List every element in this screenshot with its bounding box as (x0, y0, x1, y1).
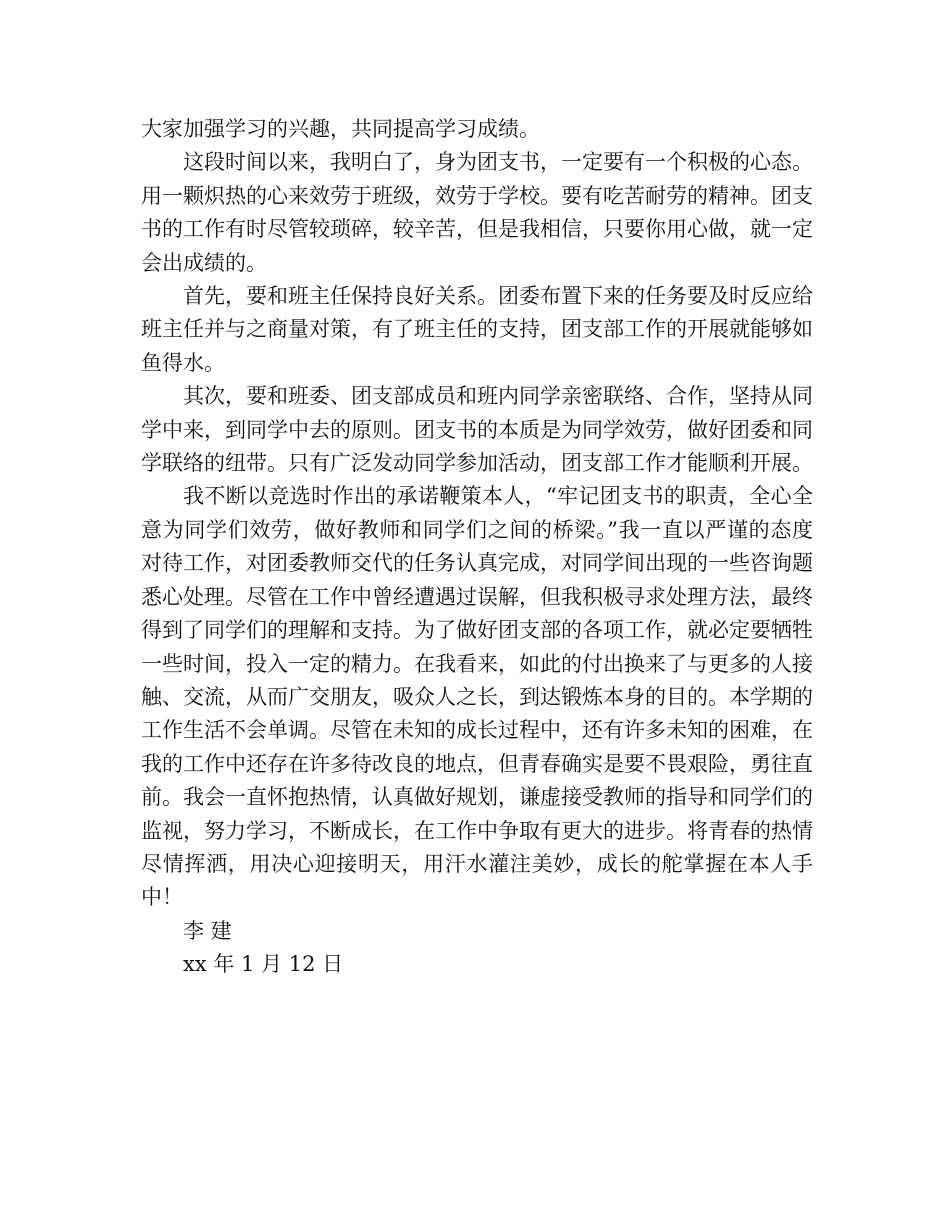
signature-name: 李 建 (183, 918, 232, 943)
signature-date: xx 年 1 月 12 日 (183, 952, 344, 977)
document-page (141, 113, 813, 982)
paragraph-head-teacher: 首先，要和班主任保持良好关系。团委布置下来的任务要及时反应给班主任并与之商量对策，有了班主任的支持，团支部工作的开展就能够如鱼得水。 (141, 284, 813, 375)
paragraph-attitude: 这段时间以来，我明白了，身为团支书，一定要有一个积极的心态。用一颗炽热的心来效劳于班级，效劳于学校。要有吃苦耐劳的精神。团支书的工作有时尽管较琐碎，较辛苦，但是我相信，只要你用心做，就一定会出成绩的。 (141, 150, 813, 275)
paragraph-commitment: 我不断以竞选时作出的承诺鞭策本人，“牢记团支书的职责，全心全意为同学们效劳，做好教师和同学们之间的桥梁。”我一直以严谨的态度对待工作，对团委教师交代的任务认真完成，对同学间出现的一些咨询题悉心处理。尽管在工作中曾经遭遇过误解，但我积极寻求处理方法，最终得到了同学们的理解和支持。为了做好团支部的各项工作，就必定要牺牲一些时间，投入一定的精力。在我看来，如此的付出换来了与更多的人接触、交流，从而广交朋友，吸众人之长，到达锻炼本身的目的。本学期的工作生活不会单调。尽管在未知的成长过程中，还有许多未知的困难，在我的工作中还存在许多待改良的地点，但青春确实是要不畏艰险，勇往直前。我会一直怀抱热情，认真做好规划，谦虚接受教师的指导和同学们的监视，努力学习，不断成长，在工作中争取有更大的进步。将青春的热情尽情挥洒，用决心迎接明天，用汗水灌注美妙，成长的舵掌握在本人手中！ (141, 484, 813, 910)
paragraph-continuation: 大家加强学习的兴趣，共同提高学习成绩。 (141, 117, 540, 141)
paragraph-classmates: 其次，要和班委、团支部成员和班内同学亲密联络、合作，坚持从同学中来，到同学中去的原则。团支书的本质是为同学效劳，做好团委和同学联络的纽带。只有广泛发动同学参加活动，团支部工作才能顺利开展。 (141, 384, 813, 476)
